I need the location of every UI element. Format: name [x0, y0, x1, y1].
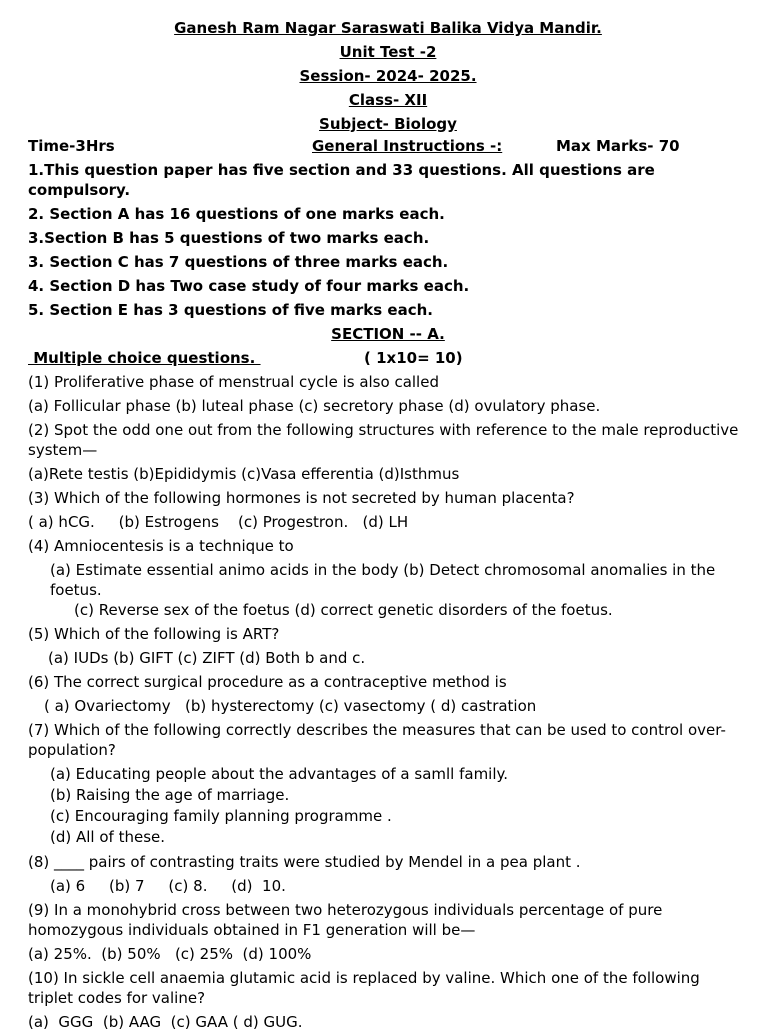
question-4-options-line-1: (a) Estimate essential animo acids in the body (b) Detect chromosomal anomalies in the foetus. [50, 561, 716, 599]
instruction-3: 3.Section B has 5 questions of two marks each. [28, 229, 430, 247]
question-paper [28, 18, 748, 1036]
question-8: (8) ____ pairs of contrasting traits were studied by Mendel in a pea plant . [28, 853, 581, 871]
test-title: Unit Test -2 [339, 43, 437, 61]
question-10: (10) In sickle cell anaemia glutamic acid is replaced by valine. Which one of the following triplet codes for valine? [28, 969, 700, 1007]
question-3-options: ( a) hCG. (b) Estrogens (c) Progestron. (d) LH [28, 513, 409, 531]
question-1-options: (a) Follicular phase (b) luteal phase (c) secretory phase (d) ovulatory phase. [28, 397, 601, 415]
question-3: (3) Which of the following hormones is not secreted by human placenta? [28, 489, 575, 507]
question-2-options: (a)Rete testis (b)Epididymis (c)Vasa efferentia (d)Isthmus [28, 465, 460, 483]
question-7-option-a: (a) Educating people about the advantages of a samll family. [50, 765, 509, 783]
mcq-label: Multiple choice questions. [28, 349, 261, 367]
question-7-option-b: (b) Raising the age of marriage. [50, 786, 290, 804]
section-marks: ( 1x10= 10) [364, 349, 463, 367]
mcq-row [28, 348, 748, 368]
question-7-option-d: (d) All of these. [50, 828, 166, 846]
instruction-5: 4. Section D has Two case study of four marks each. [28, 277, 470, 295]
question-4-options-line-2: (c) Reverse sex of the foetus (d) correct genetic disorders of the foetus. [74, 601, 613, 619]
header-row [28, 136, 748, 156]
instruction-4: 3. Section C has 7 questions of three marks each. [28, 253, 449, 271]
question-5: (5) Which of the following is ART? [28, 625, 280, 643]
question-8-options: (a) 6 (b) 7 (c) 8. (d) 10. [50, 877, 286, 895]
session-line: Session- 2024- 2025. [299, 67, 477, 85]
question-6: (6) The correct surgical procedure as a contraceptive method is [28, 673, 507, 691]
question-9: (9) In a monohybrid cross between two heterozygous individuals percentage of pure homozygous individuals obtained in F1 generation will be— [28, 901, 663, 939]
instruction-2: 2. Section A has 16 questions of one marks each. [28, 205, 445, 223]
time-label: Time-3Hrs [28, 137, 115, 155]
max-marks-label: Max Marks- 70 [556, 137, 680, 155]
question-7: (7) Which of the following correctly describes the measures that can be used to control over-population? [28, 721, 726, 759]
question-2: (2) Spot the odd one out from the following structures with reference to the male reproductive system— [28, 421, 739, 459]
instruction-6: 5. Section E has 3 questions of five marks each. [28, 301, 433, 319]
general-instructions-label: General Instructions -: [312, 137, 503, 155]
subject-line: Subject- Biology [319, 115, 457, 133]
question-4: (4) Amniocentesis is a technique to [28, 537, 294, 555]
question-7-option-c: (c) Encouraging family planning programme . [50, 807, 392, 825]
question-6-options: ( a) Ovariectomy (b) hysterectomy (c) vasectomy ( d) castration [44, 697, 537, 715]
section-title: SECTION -- A. [331, 325, 445, 343]
question-7-options [28, 764, 748, 848]
question-10-options: (a) GGG (b) AAG (c) GAA ( d) GUG. [28, 1013, 303, 1031]
class-line: Class- XII [348, 91, 428, 109]
question-5-options: (a) IUDs (b) GIFT (c) ZIFT (d) Both b and c. [48, 649, 366, 667]
question-1: (1) Proliferative phase of menstrual cycle is also called [28, 373, 439, 391]
school-name: Ganesh Ram Nagar Saraswati Balika Vidya Mandir. [174, 19, 602, 37]
question-9-options: (a) 25%. (b) 50% (c) 25% (d) 100% [28, 945, 312, 963]
instruction-1: 1.This question paper has five section and 33 questions. All questions are compulsory. [28, 161, 655, 199]
